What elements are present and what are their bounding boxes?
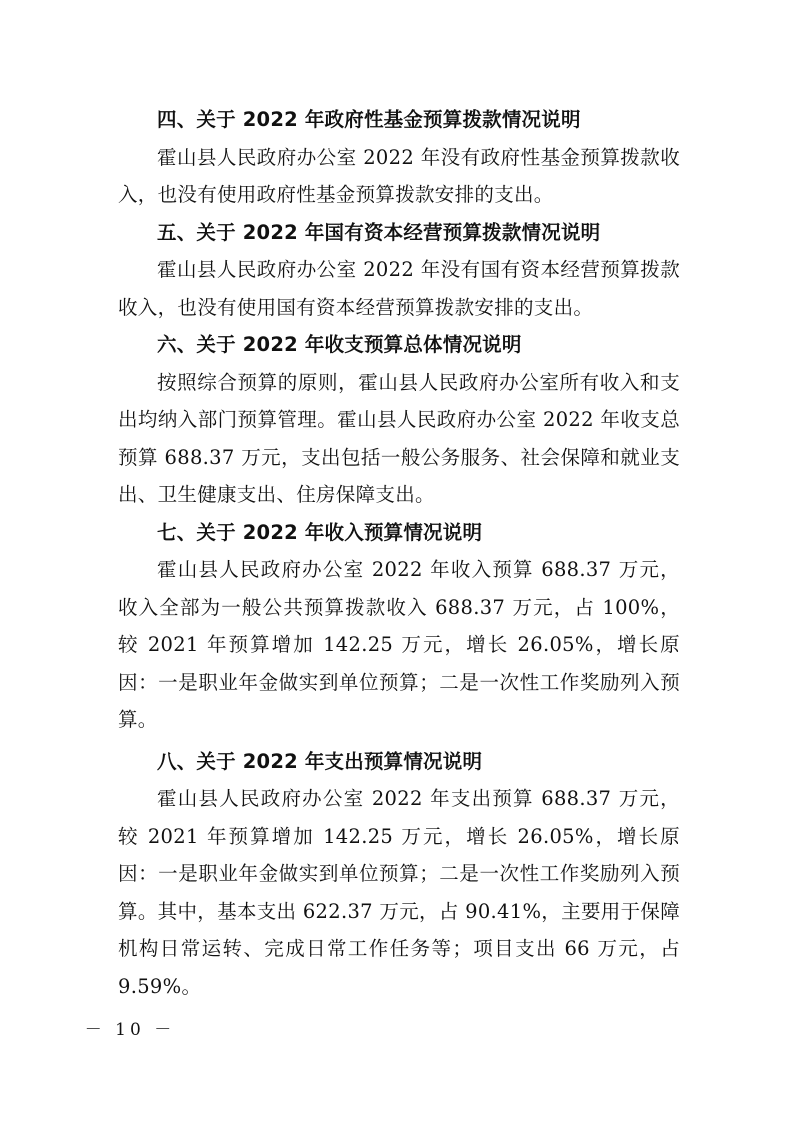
- section-heading-7: 七、关于 2022 年收入预算情况说明: [157, 520, 483, 544]
- section-heading-6: 六、关于 2022 年收支预算总体情况说明: [157, 333, 522, 356]
- page-number: － 10 －: [84, 1020, 176, 1040]
- section-heading-4: 四、关于 2022 年政府性基金预算拨款情况说明: [157, 108, 581, 131]
- document-body: [118, 101, 680, 1005]
- section-paragraph-6: 按照综合预算的原则，霍山县人民政府办公室所有收入和支出均纳入部门预算管理。霍山县人民政府办公室 2022 年收支总预算 688.37 万元，支出包括一般公务服务、社会保障和就业支出、卫生健康支出、住房保障支出。: [118, 370, 680, 506]
- section-paragraph-4: 霍山县人民政府办公室 2022 年没有政府性基金预算拨款收入，也没有使用政府性基金预算拨款安排的支出。: [118, 145, 680, 206]
- section-paragraph-7: 霍山县人民政府办公室 2022 年收入预算 688.37 万元，收入全部为一般公共预算拨款收入 688.37 万元，占 100%，较 2021 年预算增加 142.25 万元，增长 26.05%，增长原因：一是职业年金做实到单位预算；二是一次性工作奖励列入预算。: [118, 558, 680, 731]
- section-heading-5: 五、关于 2022 年国有资本经营预算拨款情况说明: [157, 220, 601, 244]
- section-paragraph-5: 霍山县人民政府办公室 2022 年没有国有资本经营预算拨款收入，也没有使用国有资本经营预算拨款安排的支出。: [118, 258, 680, 319]
- section-heading-8: 八、关于 2022 年支出预算情况说明: [157, 749, 483, 773]
- section-paragraph-8: 霍山县人民政府办公室 2022 年支出预算 688.37 万元，较 2021 年预算增加 142.25 万元，增长 26.05%，增长原因：一是职业年金做实到单位预算；二是一次性工作奖励列入预算。其中，基本支出 622.37 万元，占 90.41%，主要用于保障机构日常运转、完成日常工作任务等；项目支出 66 万元，占 9.59%。: [118, 787, 680, 998]
